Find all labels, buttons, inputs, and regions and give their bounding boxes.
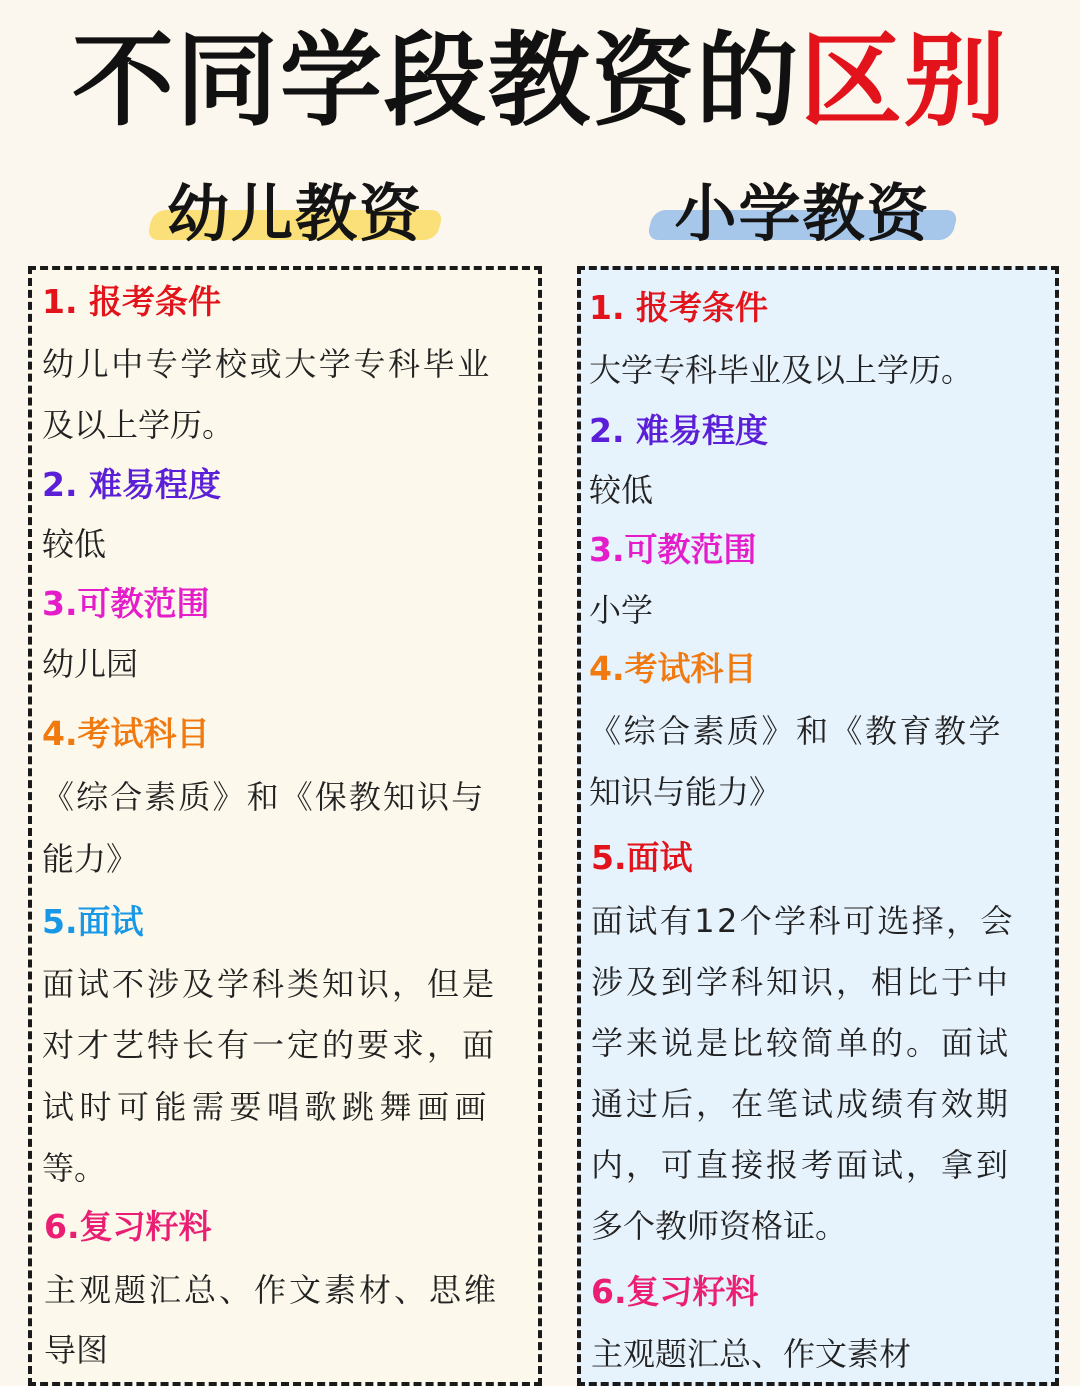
primary-panel xyxy=(577,266,1059,1386)
section-text: 通过后，在笔试成绩有效期 xyxy=(591,1085,1012,1123)
section-text: 试时可能需要唱歌跳舞画画 xyxy=(42,1088,493,1126)
section-text: 较低 xyxy=(589,471,654,509)
kindergarten-header xyxy=(150,168,440,248)
section-text: 多个教师资格证。 xyxy=(591,1207,848,1245)
section-text: 涉及到学科知识，相比于中 xyxy=(591,963,1012,1001)
section-text: 较低 xyxy=(42,525,107,563)
kindergarten-panel xyxy=(28,266,542,1386)
section-text: 导图 xyxy=(44,1331,109,1369)
page-title xyxy=(0,22,1080,142)
section-text: 《综合素质》和《保教知识与 xyxy=(42,778,486,816)
section-text: 幼儿园 xyxy=(42,645,139,683)
primary-header xyxy=(650,168,955,248)
section-text: 能力》 xyxy=(42,840,139,878)
section-heading-difficulty: 2. 难易程度 xyxy=(589,411,768,450)
section-text: 主观题汇总、作文素材 xyxy=(591,1335,912,1373)
section-heading-requirements: 1. 报考条件 xyxy=(42,282,221,321)
section-text: 及以上学历。 xyxy=(42,406,235,444)
section-heading-subjects: 4.考试科目 xyxy=(589,649,757,688)
section-heading-scope: 3.可教范围 xyxy=(589,530,757,569)
section-text: 内，可直接报考面试，拿到 xyxy=(591,1146,1012,1184)
section-heading-scope: 3.可教范围 xyxy=(42,584,210,623)
kindergarten-header-label: 幼儿教资 xyxy=(166,176,423,250)
section-heading-materials: 6.复习籽料 xyxy=(44,1207,212,1246)
section-heading-difficulty: 2. 难易程度 xyxy=(42,465,221,504)
section-text: 对才艺特长有一定的要求，面 xyxy=(42,1026,498,1064)
section-text: 等。 xyxy=(42,1149,107,1187)
section-heading-subjects: 4.考试科目 xyxy=(42,714,210,753)
section-heading-interview: 5.面试 xyxy=(42,902,144,941)
section-text: 面试不涉及学科类知识，但是 xyxy=(42,965,498,1003)
section-text: 幼儿中专学校或大学专科毕业 xyxy=(42,345,492,383)
section-text: 大学专科毕业及以上学历。 xyxy=(589,351,974,389)
section-text: 主观题汇总、作文素材、思维 xyxy=(44,1271,500,1309)
section-text: 小学 xyxy=(589,591,654,629)
title-accent: 区别 xyxy=(800,22,1008,141)
title-main: 不同学段教资的 xyxy=(72,22,800,141)
section-heading-materials: 6.复习籽料 xyxy=(591,1272,759,1311)
section-heading-requirements: 1. 报考条件 xyxy=(589,288,768,327)
section-text: 知识与能力》 xyxy=(589,773,782,811)
section-text: 《综合素质》和《教育教学 xyxy=(589,712,1004,750)
primary-header-label: 小学教资 xyxy=(674,176,931,250)
section-text: 学来说是比较简单的。面试 xyxy=(591,1024,1012,1062)
section-heading-interview: 5.面试 xyxy=(591,838,693,877)
section-text: 面试有12个学科可选择，会 xyxy=(591,902,1015,940)
